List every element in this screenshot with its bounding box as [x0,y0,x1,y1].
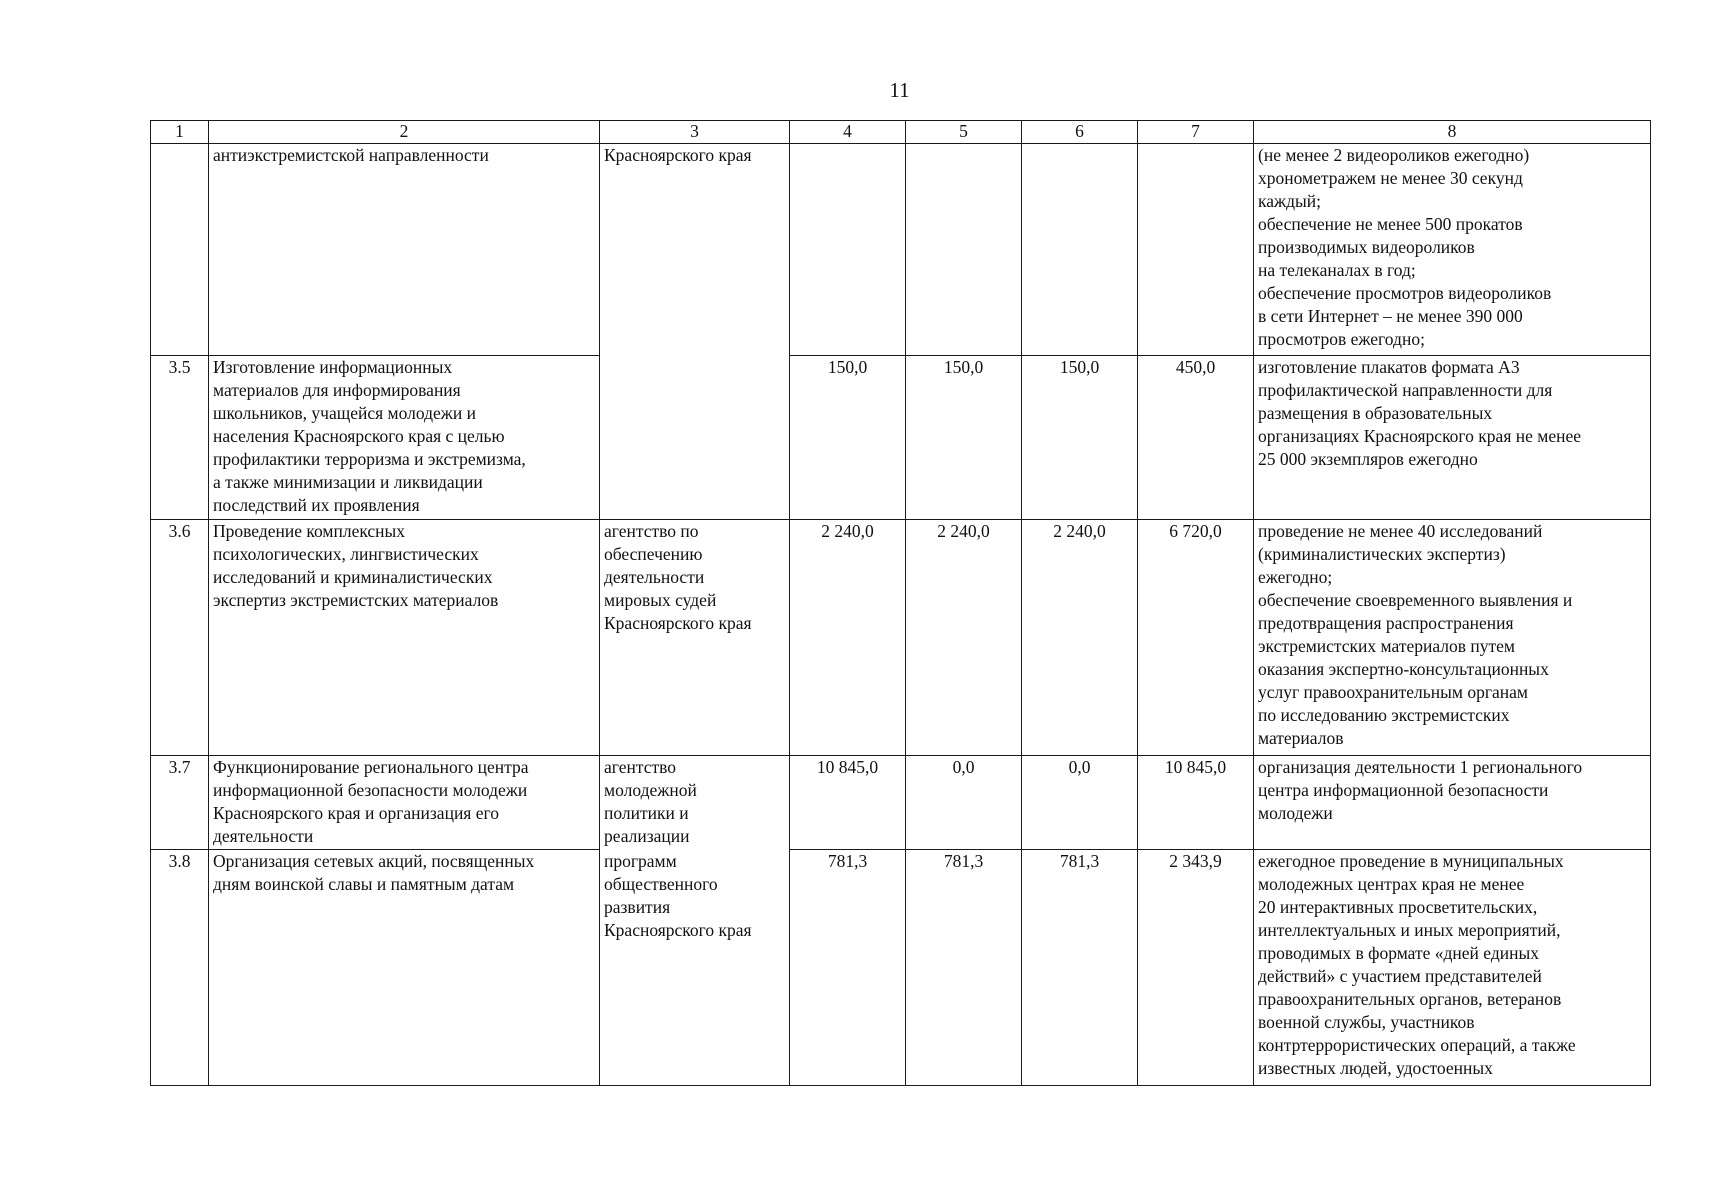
value-col6: 0,0 [1022,756,1138,850]
value-col4 [790,144,906,356]
value-col6 [1022,144,1138,356]
value-col7 [1138,144,1254,356]
activity-name: Функционирование регионального центра информационной безопасности молодежи Красноярского края и организация его деятельности [209,756,600,850]
value-col7: 10 845,0 [1138,756,1254,850]
activity-name: антиэкстремистской направленности [209,144,600,356]
value-col6: 150,0 [1022,356,1138,520]
value-col7: 450,0 [1138,356,1254,520]
row-number: 3.8 [151,850,209,1086]
column-header: 3 [600,121,790,144]
expected-result: (не менее 2 видеороликов ежегодно) хронометражем не менее 30 секунд каждый; обеспечение не менее 500 прокатов производимых видеороликов на телеканалах в год; обеспечение просмотров видеороликов в сети Интернет – не менее 390 000 просмотров ежегодно; [1254,144,1651,356]
row-number [151,144,209,356]
value-col5 [906,144,1022,356]
row-number: 3.6 [151,520,209,756]
column-header: 5 [906,121,1022,144]
table-row [151,356,1651,520]
table-header-row [151,121,1651,144]
column-header: 2 [209,121,600,144]
value-col5: 150,0 [906,356,1022,520]
value-col7: 6 720,0 [1138,520,1254,756]
column-header: 7 [1138,121,1254,144]
expected-result: организация деятельности 1 регионального центра информационной безопасности молодежи [1254,756,1651,850]
value-col6: 2 240,0 [1022,520,1138,756]
executor [600,356,790,520]
expected-result: ежегодное проведение в муниципальных молодежных центрах края не менее 20 интерактивных просветительских, интеллектуальных и иных мероприятий, проводимых в формате «дней единых действий» с участием представителей правоохранительных органов, ветеранов военной службы, участников контртеррористических операций, а также известных людей, удостоенных [1254,850,1651,1086]
table-row [151,520,1651,756]
value-col7: 2 343,9 [1138,850,1254,1086]
column-header: 1 [151,121,209,144]
value-col4: 10 845,0 [790,756,906,850]
value-col4: 150,0 [790,356,906,520]
table-row [151,850,1651,1086]
value-col4: 2 240,0 [790,520,906,756]
program-activities-table [150,120,1651,1086]
activity-name: Проведение комплексных психологических, лингвистических исследований и криминалистических экспертиз экстремистских материалов [209,520,600,756]
column-header: 4 [790,121,906,144]
value-col5: 781,3 [906,850,1022,1086]
executor: агентство молодежной политики и реализации [600,756,790,850]
executor: Красноярского края [600,144,790,356]
value-col4: 781,3 [790,850,906,1086]
executor: агентство по обеспечению деятельности мировых судей Красноярского края [600,520,790,756]
expected-result: проведение не менее 40 исследований (криминалистических экспертиз) ежегодно; обеспечение своевременного выявления и предотвращения распространения экстремистских материалов путем оказания экспертно-консультационных услуг правоохранительным органам по исследованию экстремистских материалов [1254,520,1651,756]
activity-name: Организация сетевых акций, посвященных дням воинской славы и памятным датам [209,850,600,1086]
table-row [151,756,1651,850]
executor: программ общественного развития Красноярского края [600,850,790,1086]
table-row [151,144,1651,356]
row-number: 3.7 [151,756,209,850]
page-number: 11 [889,78,910,102]
activity-name: Изготовление информационных материалов для информирования школьников, учащейся молодежи и населения Красноярского края с целью профилактики терроризма и экстремизма, а также минимизации и ликвидации последствий их проявления [209,356,600,520]
value-col5: 2 240,0 [906,520,1022,756]
value-col5: 0,0 [906,756,1022,850]
expected-result: изготовление плакатов формата А3 профилактической направленности для размещения в образовательных организациях Красноярского края не менее 25 000 экземпляров ежегодно [1254,356,1651,520]
row-number: 3.5 [151,356,209,520]
column-header: 8 [1254,121,1651,144]
column-header: 6 [1022,121,1138,144]
value-col6: 781,3 [1022,850,1138,1086]
